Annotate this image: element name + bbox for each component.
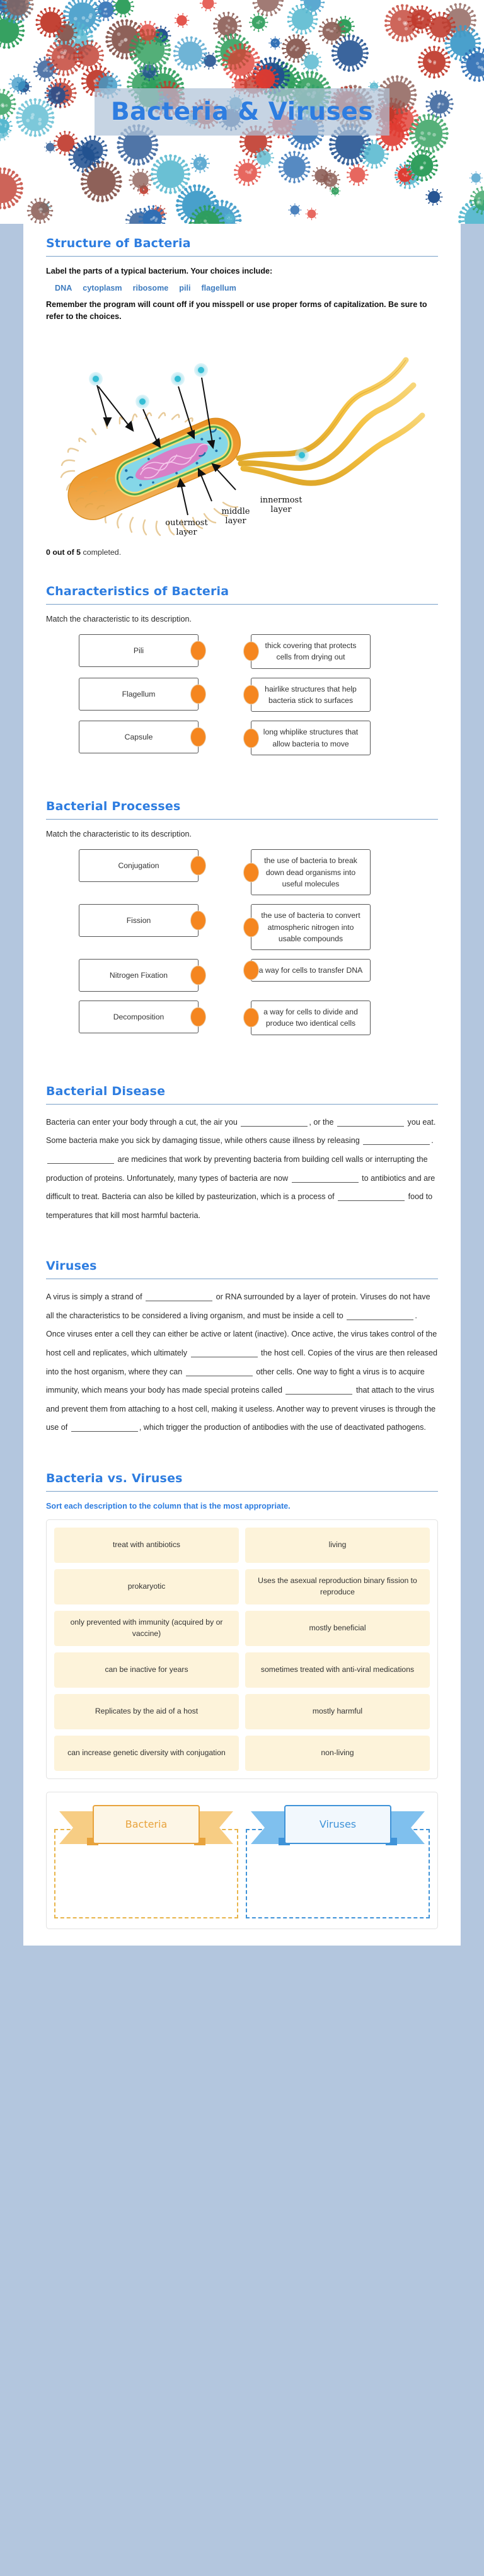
match-connector-knob[interactable] [190, 966, 206, 985]
viruses-text-4: other cells. One way to fight a virus is to acquire immunity, which means your body has made special proteins called [46, 1367, 425, 1395]
choice-flagellum: flagellum [201, 283, 236, 293]
choice-dna: DNA [55, 283, 72, 293]
structure-choice-list [55, 284, 438, 293]
match-right-cell [242, 849, 438, 895]
match-description-box[interactable] [251, 678, 371, 712]
page-hero [0, 0, 484, 224]
section-divider [46, 1491, 438, 1492]
match-left-cell [46, 1001, 242, 1033]
sort-tile[interactable]: living [245, 1528, 430, 1563]
section-title: Bacteria vs. Viruses [46, 1471, 183, 1486]
viruses-text-1: or RNA surrounded by a layer of protein. Viruses do not have all the characteristics to be considered a living organism, and must be inside a cell to [46, 1292, 430, 1320]
match-connector-knob[interactable] [243, 917, 259, 937]
match-connector-knob[interactable] [243, 685, 259, 704]
match-row [46, 634, 438, 669]
match-connector-knob[interactable] [190, 728, 206, 747]
match-row [46, 1001, 438, 1035]
section-characteristics-of-bacteria [23, 572, 461, 770]
match-right-cell [242, 959, 438, 982]
match-description-label: thick covering that protects cells from drying out [265, 641, 357, 662]
section-divider [46, 819, 438, 820]
bacteria-category-label: Bacteria [93, 1805, 200, 1844]
bacterium-diagram [47, 332, 437, 540]
compare-prompt: Sort each description to the column that is the most appropriate. [46, 1502, 291, 1511]
viruses-text-5: that attach to the virus and prevent them from attaching to a host cell, making it useless. Another way to prevent viruses is through the use of [46, 1386, 436, 1432]
viruses-text-3: the host cell. Copies of the virus are then released into the host organism, where they can [46, 1349, 438, 1376]
viruses-category-label: Viruses [284, 1805, 391, 1844]
match-term-box[interactable] [79, 634, 199, 667]
viruses-paragraph [46, 1288, 438, 1437]
drop-column-viruses [246, 1801, 430, 1918]
match-connector-knob[interactable] [243, 642, 259, 661]
match-right-cell [242, 721, 438, 755]
section-bacteria-vs-viruses [23, 1459, 461, 1929]
disease-text-5: to antibiotics and are difficult to treat. Bacteria can also be killed by pasteurization, which is a process of [46, 1173, 435, 1202]
match-term-label: Conjugation [118, 861, 159, 871]
viruses-blank-6[interactable] [71, 1423, 138, 1432]
match-description-label: a way for cells to divide and produce two identical cells [263, 1007, 358, 1028]
drop-column-bacteria [54, 1801, 238, 1918]
match-term-box[interactable] [79, 849, 199, 882]
viruses-blank-1[interactable] [146, 1292, 212, 1301]
structure-completion-status [46, 548, 438, 557]
characteristics-match-list [46, 629, 438, 770]
section-divider [46, 1104, 438, 1105]
sort-tile[interactable]: Uses the asexual reproduction binary fission to reproduce [245, 1569, 430, 1604]
match-term-box[interactable] [79, 721, 199, 753]
match-connector-knob[interactable] [243, 961, 259, 980]
sort-tile[interactable]: Replicates by the aid of a host [54, 1694, 239, 1729]
match-row [46, 721, 438, 755]
bacterium-cell-body [60, 410, 248, 527]
disease-text-6: food to temperatures that kill most harmful bacteria. [46, 1192, 433, 1220]
label-outermost-layer: outermost layer [165, 518, 208, 537]
section-title: Bacterial Processes [46, 799, 181, 813]
sort-tile[interactable]: non-living [245, 1736, 430, 1771]
match-row [46, 849, 438, 895]
match-term-box[interactable] [79, 678, 199, 711]
disease-blank-3[interactable] [363, 1136, 430, 1145]
drop-zone-grid [54, 1801, 430, 1918]
match-connector-knob[interactable] [190, 856, 206, 876]
match-connector-knob[interactable] [243, 1008, 259, 1028]
disease-text-3: . [431, 1136, 434, 1146]
drop-zones-panel [46, 1792, 438, 1929]
section-title: Structure of Bacteria [46, 236, 191, 250]
sort-tiles-panel [46, 1519, 438, 1779]
disease-blank-2[interactable] [337, 1118, 404, 1127]
match-connector-knob[interactable] [243, 728, 259, 748]
section-title: Bacterial Disease [46, 1084, 166, 1098]
match-left-cell [46, 959, 242, 992]
match-connector-knob[interactable] [243, 862, 259, 882]
ribbon-tail-right-icon [194, 1809, 233, 1847]
section-structure-of-bacteria [23, 224, 461, 557]
structure-note: Remember the program will count off if you misspell or use proper forms of capitalization. Be sure to refer to the choices. [46, 299, 427, 322]
match-row [46, 678, 438, 712]
disease-blank-5[interactable] [292, 1174, 359, 1183]
match-left-cell [46, 678, 242, 711]
match-term-label: Capsule [124, 733, 153, 742]
match-connector-knob[interactable] [190, 684, 206, 704]
viruses-blank-2[interactable] [347, 1311, 413, 1320]
viruses-ribbon [246, 1805, 430, 1847]
bacterium-diagram-wrap [46, 323, 438, 542]
viruses-blank-4[interactable] [186, 1367, 253, 1376]
match-right-cell [242, 1001, 438, 1035]
match-right-cell [242, 904, 438, 950]
section-title: Viruses [46, 1259, 97, 1273]
bacteria-ribbon [54, 1805, 238, 1847]
sort-tile[interactable]: prokaryotic [54, 1569, 239, 1604]
match-left-cell [46, 849, 242, 882]
viruses-text-0: A virus is simply a strand of [46, 1292, 145, 1302]
match-right-cell [242, 634, 438, 669]
characteristics-prompt: Match the characteristic to its description. [46, 614, 192, 624]
match-connector-knob[interactable] [190, 911, 206, 931]
disease-blank-6[interactable] [338, 1192, 405, 1201]
label-innermost-layer: innermost layer [260, 495, 302, 514]
match-term-box[interactable] [79, 904, 199, 937]
match-description-box[interactable] [251, 634, 371, 669]
match-description-label: the use of bacteria to convert atmospheric nitrogen into usable compounds [261, 911, 360, 943]
sort-tile[interactable]: sometimes treated with anti-viral medications [245, 1652, 430, 1688]
match-description-box[interactable] [251, 849, 371, 895]
match-row [46, 959, 438, 992]
choice-ribosome: ribosome [132, 283, 169, 293]
sort-tile[interactable]: treat with antibiotics [54, 1528, 239, 1563]
sort-tile[interactable]: can increase genetic diversity with conjugation [54, 1736, 239, 1771]
section-title: Characteristics of Bacteria [46, 584, 229, 598]
match-description-label: a way for cells to transfer DNA [258, 966, 363, 975]
disease-text-1: , or the [309, 1117, 337, 1127]
match-description-label: the use of bacteria to break down dead organisms into useful molecules [264, 856, 357, 888]
sort-tile[interactable]: mostly harmful [245, 1694, 430, 1729]
match-term-box[interactable] [79, 959, 199, 992]
disease-blank-4[interactable] [47, 1155, 114, 1164]
match-term-label: Flagellum [122, 689, 156, 699]
diagram-labels [165, 496, 302, 537]
match-row [46, 904, 438, 950]
viruses-text-2: . Once viruses enter a cell they can either be active or latent (inactive). Once active, the virus takes control of the host cell and replicates, which ultimately [46, 1311, 437, 1358]
match-term-label: Fission [126, 916, 151, 925]
match-right-cell [242, 678, 438, 712]
viruses-blank-5[interactable] [285, 1386, 352, 1395]
disease-text-2: you eat. Some bacteria make you sick by damaging tissue, while others cause illness by releasing [46, 1117, 436, 1146]
disease-paragraph [46, 1113, 438, 1226]
section-divider [46, 604, 438, 605]
sort-tile-grid [54, 1528, 430, 1771]
match-connector-knob[interactable] [190, 1007, 206, 1027]
match-left-cell [46, 634, 242, 667]
match-term-label: Nitrogen Fixation [109, 970, 168, 980]
match-term-label: Pili [133, 646, 144, 655]
match-connector-knob[interactable] [190, 641, 206, 661]
processes-match-list [46, 844, 438, 1050]
match-description-box[interactable] [251, 721, 371, 755]
match-term-box[interactable] [79, 1001, 199, 1033]
match-description-label: long whiplike structures that allow bacteria to move [263, 728, 359, 748]
match-left-cell [46, 721, 242, 753]
label-middle-layer: middle layer [221, 506, 250, 526]
worksheet-sheet [23, 224, 461, 1946]
match-description-box[interactable] [251, 904, 371, 950]
flagellum-shape [239, 360, 422, 483]
completion-suffix: completed. [81, 547, 122, 557]
section-divider [46, 256, 438, 257]
disease-text-0: Bacteria can enter your body through a cut, the air you [46, 1117, 240, 1127]
structure-prompt: Label the parts of a typical bacterium. Your choices include: [46, 267, 273, 276]
processes-prompt: Match the characteristic to its description. [46, 829, 192, 838]
page-title: Bacteria & Viruses [110, 98, 374, 126]
sort-tile[interactable]: can be inactive for years [54, 1652, 239, 1688]
section-bacterial-disease [23, 1072, 461, 1226]
match-left-cell [46, 904, 242, 937]
sort-tile[interactable]: only prevented with immunity (acquired by or vaccine) [54, 1611, 239, 1646]
completion-count: 0 out of 5 [46, 547, 81, 557]
match-description-box[interactable] [251, 959, 371, 982]
sort-tile[interactable]: mostly beneficial [245, 1611, 430, 1646]
ribbon-tail-right-icon [386, 1809, 425, 1847]
section-viruses [23, 1246, 461, 1437]
disease-text-4: are medicines that work by preventing bacteria from building cell walls or interrupting the production of proteins. Unfortunately, many types of bacteria are now [46, 1154, 428, 1183]
viruses-blank-3[interactable] [191, 1349, 258, 1357]
match-description-label: hairlike structures that help bacteria stick to surfaces [265, 684, 357, 705]
match-term-label: Decomposition [113, 1012, 164, 1021]
match-description-box[interactable] [251, 1001, 371, 1035]
viruses-text-6: , which trigger the production of antibodies with the use of deactivated pathogens. [139, 1423, 426, 1432]
choice-cytoplasm: cytoplasm [83, 283, 122, 293]
section-bacterial-processes [23, 787, 461, 1050]
choice-pili: pili [179, 283, 191, 293]
disease-blank-1[interactable] [241, 1118, 308, 1127]
